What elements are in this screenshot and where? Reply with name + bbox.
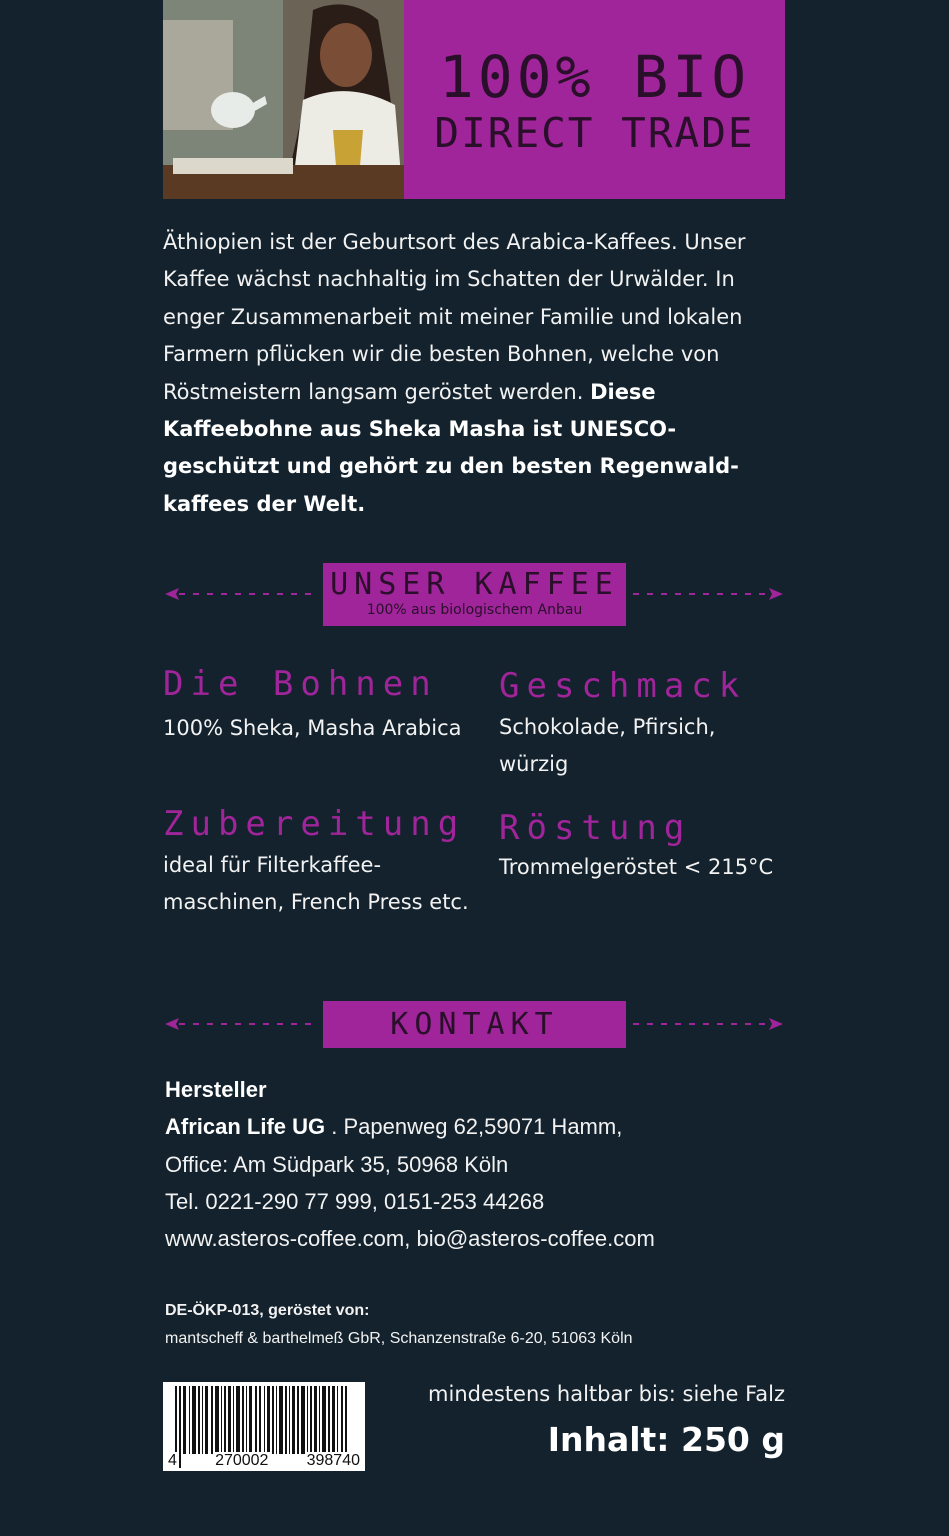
phone-numbers: Tel. 0221-290 77 999, 0151-253 44268 xyxy=(165,1188,545,1214)
roast-text: Trommelgeröstet < 215°C xyxy=(499,855,774,879)
web-email-link[interactable]: www.asteros-coffee.com, bio@asteros-coffee.com xyxy=(165,1226,655,1252)
coffee-section-subtitle: 100% aus biologischem Anbau xyxy=(366,602,583,618)
intro-paragraph xyxy=(163,224,783,523)
barcode-digits-right: 398740 xyxy=(306,1452,360,1469)
taste-heading: Geschmack xyxy=(499,666,747,706)
coffee-section-banner xyxy=(323,563,626,626)
contact-section-title: KONTAKT xyxy=(390,1007,559,1042)
contact-block xyxy=(165,1071,785,1257)
intro-bold-text: Diese Kaffeebohne aus Sheka Masha ist UNESCO-geschützt und gehört zu den besten Regenwald-kaffees der Welt. xyxy=(163,379,739,516)
barcode xyxy=(163,1382,365,1471)
net-content-text: Inhalt: 250 g xyxy=(547,1420,785,1459)
manufacturer-label: Hersteller xyxy=(165,1077,267,1102)
organic-code: DE-ÖKP-013, geröstet von: xyxy=(165,1302,370,1319)
preparation-text: ideal für Filterkaffee-maschinen, French Press etc. xyxy=(163,853,469,914)
barcode-number xyxy=(166,1452,362,1470)
office-address: Office: Am Südpark 35, 50968 Köln xyxy=(165,1151,509,1177)
promo-bio-label: 100% BIO xyxy=(438,43,751,111)
coffee-section-title: UNSER KAFFEE xyxy=(330,567,619,602)
beans-heading: Die Bohnen xyxy=(163,664,438,704)
woman-pouring-coffee-photo xyxy=(163,0,404,199)
contact-section-banner xyxy=(323,1001,626,1048)
taste-text: Schokolade, Pfirsich, würzig xyxy=(499,715,716,776)
intro-text: Äthiopien ist der Geburtsort des Arabica-Kaffees. Unser Kaffee wächst nachhaltig im Schatten der Urwälder. In enger Zusammenarbeit mit meiner Familie und lokalen Farmern pflücken wir die besten Bohnen, welche von Röstmeistern langsam geröstet werden. xyxy=(163,230,746,404)
promo-box xyxy=(404,0,785,199)
beans-text: 100% Sheka, Masha Arabica xyxy=(163,716,462,740)
barcode-digits-left: 270002 xyxy=(215,1452,269,1469)
company-address: . Papenweg 62,59071 Hamm, xyxy=(325,1114,623,1140)
roaster-address: mantscheff & barthelmeß GbR, Schanzenstraße 6-20, 51063 Köln xyxy=(165,1330,633,1347)
promo-direct-trade-label: DIRECT TRADE xyxy=(434,109,755,157)
preparation-heading: Zubereitung xyxy=(163,804,466,844)
barcode-digit-first: 4 xyxy=(168,1452,177,1469)
roast-heading: Röstung xyxy=(499,808,692,848)
best-before-text: mindestens haltbar bis: siehe Falz xyxy=(428,1382,785,1406)
company-name: African Life UG xyxy=(165,1114,326,1140)
organic-control-block xyxy=(165,1297,785,1353)
